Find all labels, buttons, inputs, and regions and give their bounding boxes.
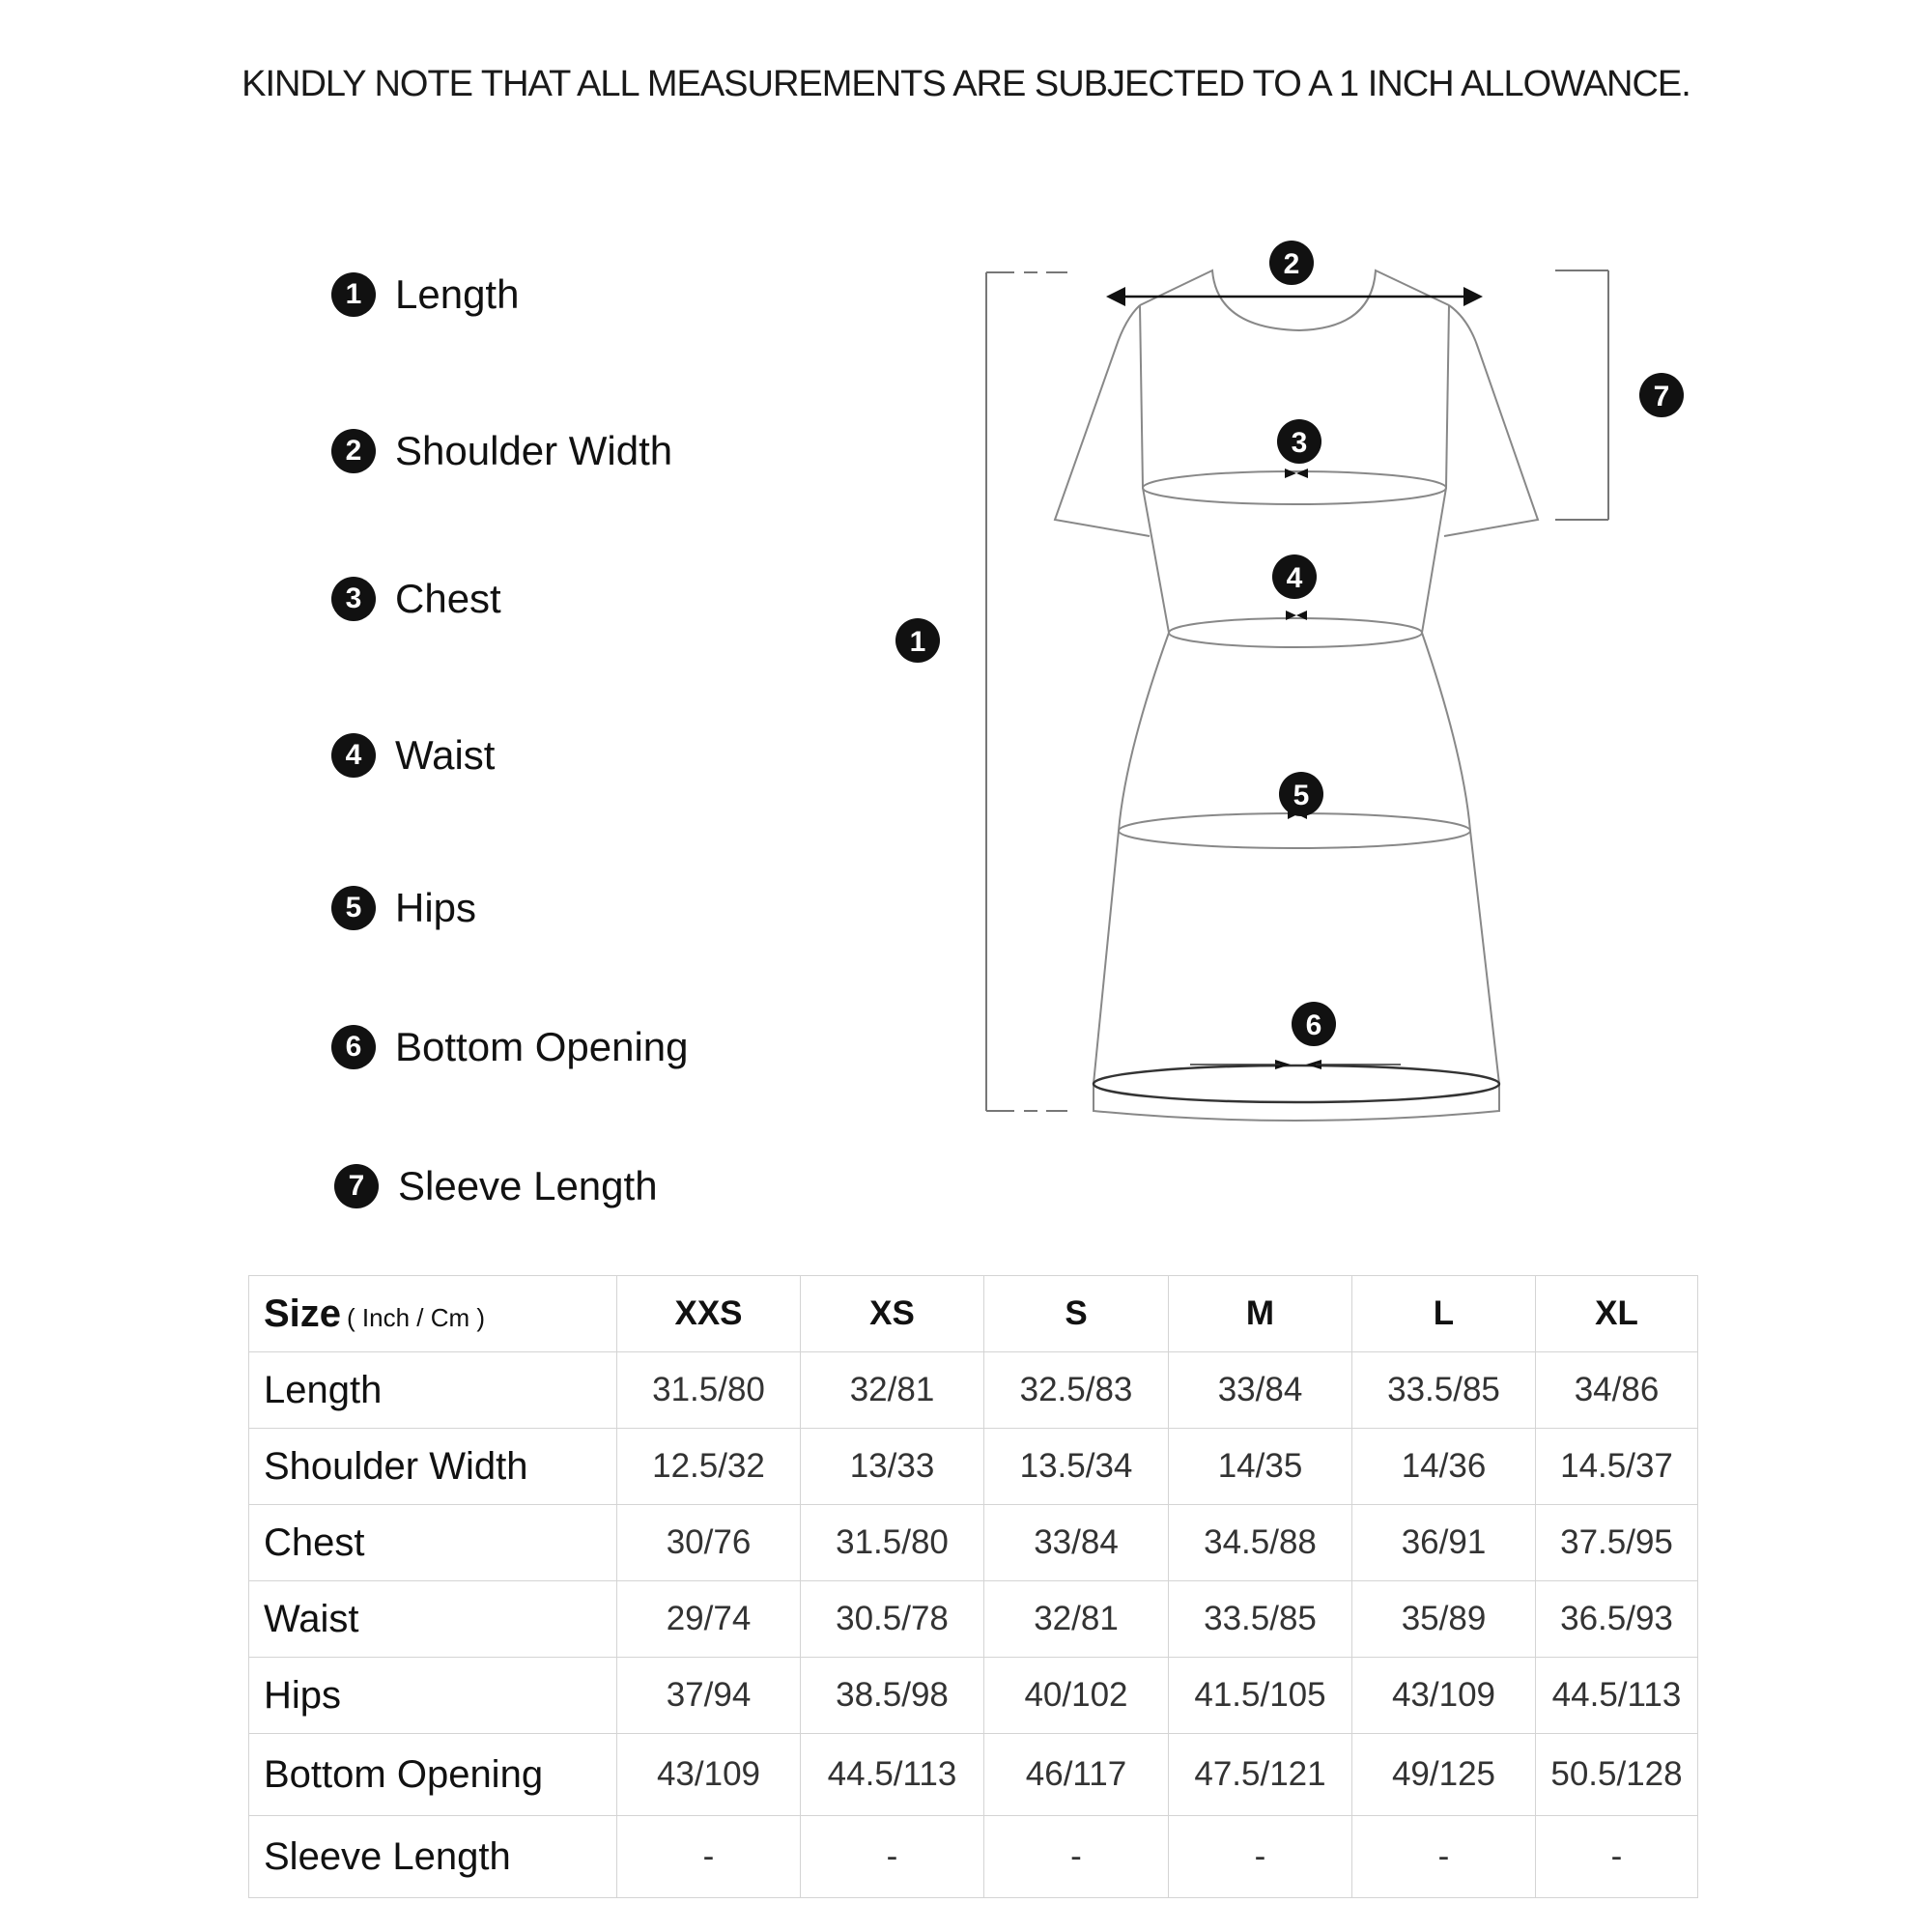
- marker-2: [1269, 241, 1314, 285]
- table-cell: -: [1169, 1816, 1352, 1898]
- legend-label: Chest: [395, 576, 501, 621]
- legend-number: 1: [331, 272, 376, 317]
- table-cell: 36.5/93: [1536, 1581, 1698, 1658]
- table-cell: 37/94: [617, 1658, 801, 1734]
- legend-label: Shoulder Width: [395, 428, 673, 473]
- table-cell: 32/81: [984, 1581, 1169, 1658]
- dress-outline: [1055, 270, 1538, 1121]
- legend-label: Waist: [395, 732, 496, 778]
- table-cell: 31.5/80: [801, 1505, 984, 1581]
- table-cell: 50.5/128: [1536, 1734, 1698, 1816]
- table-cell: 32.5/83: [984, 1352, 1169, 1429]
- marker-4: [1272, 554, 1317, 599]
- row-label: Sleeve Length: [249, 1816, 617, 1898]
- table-cell: 34/86: [1536, 1352, 1698, 1429]
- table-cell: 36/91: [1352, 1505, 1536, 1581]
- table-cell: 44.5/113: [801, 1734, 984, 1816]
- legend-number: 4: [331, 733, 376, 778]
- sleeve-length-bracket: [1555, 270, 1608, 520]
- row-label: Waist: [249, 1581, 617, 1658]
- table-cell: 37.5/95: [1536, 1505, 1698, 1581]
- size-unit: ( Inch / Cm ): [347, 1302, 486, 1332]
- size-column-header: XXS: [617, 1276, 801, 1352]
- table-cell: 44.5/113: [1536, 1658, 1698, 1734]
- table-cell: 33.5/85: [1352, 1352, 1536, 1429]
- table-cell: 40/102: [984, 1658, 1169, 1734]
- size-header-cell: [249, 1276, 617, 1352]
- table-cell: -: [617, 1816, 801, 1898]
- row-label: Chest: [249, 1505, 617, 1581]
- table-cell: 33.5/85: [1169, 1581, 1352, 1658]
- table-cell: 32/81: [801, 1352, 984, 1429]
- length-bracket: [986, 272, 1067, 1111]
- table-row: [249, 1734, 1698, 1816]
- marker-3: [1277, 419, 1321, 464]
- table-row: [249, 1352, 1698, 1429]
- table-cell: 30/76: [617, 1505, 801, 1581]
- table-cell: 29/74: [617, 1581, 801, 1658]
- marker-7: [1639, 373, 1684, 417]
- legend-number: 6: [331, 1025, 376, 1069]
- size-chart-table: [248, 1275, 1698, 1898]
- allowance-notice: KINDLY NOTE THAT ALL MEASUREMENTS ARE SUBJECTED TO A 1 INCH ALLOWANCE.: [242, 64, 1690, 104]
- table-row: [249, 1816, 1698, 1898]
- table-cell: 30.5/78: [801, 1581, 984, 1658]
- table-cell: 49/125: [1352, 1734, 1536, 1816]
- table-row: [249, 1581, 1698, 1658]
- table-cell: 14/36: [1352, 1429, 1536, 1505]
- size-label: Size: [264, 1292, 342, 1335]
- table-cell: -: [984, 1816, 1169, 1898]
- table-cell: 12.5/32: [617, 1429, 801, 1505]
- table-cell: 34.5/88: [1169, 1505, 1352, 1581]
- legend-label: Sleeve Length: [398, 1163, 658, 1208]
- table-row: [249, 1658, 1698, 1734]
- legend-label: Bottom Opening: [395, 1024, 689, 1069]
- table-cell: 38.5/98: [801, 1658, 984, 1734]
- table-header-row: [249, 1276, 1698, 1352]
- row-label: Hips: [249, 1658, 617, 1734]
- size-column-header: XS: [801, 1276, 984, 1352]
- table-cell: -: [801, 1816, 984, 1898]
- table-row: [249, 1505, 1698, 1581]
- table-row: [249, 1429, 1698, 1505]
- marker-1: [895, 618, 940, 663]
- table-cell: 31.5/80: [617, 1352, 801, 1429]
- table-cell: 46/117: [984, 1734, 1169, 1816]
- legend-number: 3: [331, 577, 376, 621]
- table-cell: 43/109: [617, 1734, 801, 1816]
- row-label: Shoulder Width: [249, 1429, 617, 1505]
- size-column-header: L: [1352, 1276, 1536, 1352]
- table-cell: -: [1536, 1816, 1698, 1898]
- marker-label: 3: [1291, 427, 1308, 459]
- row-label: Length: [249, 1352, 617, 1429]
- table-cell: -: [1352, 1816, 1536, 1898]
- marker-label: 1: [909, 626, 926, 658]
- size-column-header: M: [1169, 1276, 1352, 1352]
- table-cell: 41.5/105: [1169, 1658, 1352, 1734]
- table-cell: 47.5/121: [1169, 1734, 1352, 1816]
- row-label: Bottom Opening: [249, 1734, 617, 1816]
- legend-number: 7: [334, 1164, 379, 1208]
- marker-label: 5: [1293, 780, 1310, 811]
- legend-label: Hips: [395, 885, 477, 930]
- size-column-header: XL: [1536, 1276, 1698, 1352]
- legend-number: 2: [331, 429, 376, 473]
- marker-label: 6: [1305, 1009, 1322, 1041]
- marker-label: 4: [1286, 562, 1303, 594]
- table-cell: 33/84: [984, 1505, 1169, 1581]
- table-cell: 13/33: [801, 1429, 984, 1505]
- table-cell: 14.5/37: [1536, 1429, 1698, 1505]
- table-cell: 13.5/34: [984, 1429, 1169, 1505]
- bottom-opening-ellipse: [1094, 1065, 1499, 1102]
- table-cell: 14/35: [1169, 1429, 1352, 1505]
- size-column-header: S: [984, 1276, 1169, 1352]
- legend-number: 5: [331, 886, 376, 930]
- marker-6: [1292, 1002, 1336, 1046]
- table-cell: 43/109: [1352, 1658, 1536, 1734]
- table-cell: 35/89: [1352, 1581, 1536, 1658]
- marker-label: 7: [1653, 381, 1670, 412]
- marker-label: 2: [1283, 248, 1300, 280]
- table-cell: 33/84: [1169, 1352, 1352, 1429]
- marker-5: [1279, 772, 1323, 816]
- legend-label: Length: [395, 271, 520, 317]
